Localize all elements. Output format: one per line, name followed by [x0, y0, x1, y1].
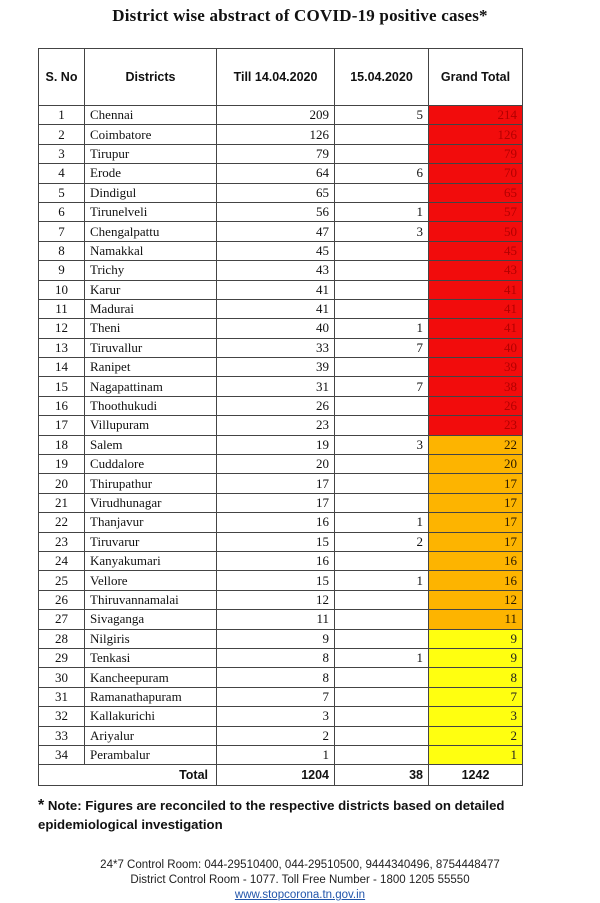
row-sno: 13: [39, 338, 85, 357]
table-row: [39, 707, 523, 726]
row-district: Theni: [85, 319, 217, 338]
row-grand-total: 79: [429, 144, 523, 163]
table-row: [39, 416, 523, 435]
row-day: [335, 474, 429, 493]
row-day: 3: [335, 222, 429, 241]
table-row: [39, 610, 523, 629]
row-day: [335, 299, 429, 318]
row-till: 43: [217, 261, 335, 280]
row-sno: 17: [39, 416, 85, 435]
header-till: Till 14.04.2020: [217, 49, 335, 106]
row-day: [335, 125, 429, 144]
toll-free-line: District Control Room - 1077. Toll Free Number - 1800 1205 55550: [130, 874, 470, 886]
row-grand-total: 38: [429, 377, 523, 396]
table-row: [39, 164, 523, 183]
table-row: [39, 474, 523, 493]
row-till: 31: [217, 377, 335, 396]
row-district: Coimbatore: [85, 125, 217, 144]
row-district: Tiruvarur: [85, 532, 217, 551]
row-till: 40: [217, 319, 335, 338]
row-grand-total: 26: [429, 396, 523, 415]
row-sno: 5: [39, 183, 85, 202]
table-row: [39, 455, 523, 474]
row-grand-total: 65: [429, 183, 523, 202]
row-district: Thanjavur: [85, 513, 217, 532]
row-sno: 2: [39, 125, 85, 144]
row-day: 7: [335, 377, 429, 396]
row-till: 41: [217, 280, 335, 299]
row-district: Tirunelveli: [85, 202, 217, 221]
row-district: Chengalpattu: [85, 222, 217, 241]
row-day: [335, 707, 429, 726]
table-row: [39, 144, 523, 163]
table-row: [39, 435, 523, 454]
row-sno: 34: [39, 745, 85, 764]
row-grand-total: 16: [429, 571, 523, 590]
row-till: 56: [217, 202, 335, 221]
row-sno: 19: [39, 455, 85, 474]
row-sno: 26: [39, 590, 85, 609]
row-sno: 11: [39, 299, 85, 318]
row-till: 7: [217, 687, 335, 706]
row-district: Tirupur: [85, 144, 217, 163]
total-grand: 1242: [429, 765, 523, 786]
row-day: [335, 261, 429, 280]
row-till: 45: [217, 241, 335, 260]
row-till: 15: [217, 571, 335, 590]
row-day: [335, 455, 429, 474]
row-sno: 12: [39, 319, 85, 338]
footnote-star: *: [38, 797, 45, 814]
row-district: Salem: [85, 435, 217, 454]
row-district: Kallakurichi: [85, 707, 217, 726]
total-row: [39, 765, 523, 786]
row-sno: 21: [39, 493, 85, 512]
row-day: [335, 551, 429, 570]
table-row: [39, 571, 523, 590]
row-sno: 33: [39, 726, 85, 745]
row-sno: 16: [39, 396, 85, 415]
row-day: [335, 590, 429, 609]
row-district: Thoothukudi: [85, 396, 217, 415]
row-till: 23: [217, 416, 335, 435]
row-sno: 25: [39, 571, 85, 590]
row-district: Tiruvallur: [85, 338, 217, 357]
row-district: Vellore: [85, 571, 217, 590]
row-till: 126: [217, 125, 335, 144]
row-district: Erode: [85, 164, 217, 183]
row-till: 16: [217, 513, 335, 532]
row-sno: 14: [39, 358, 85, 377]
row-grand-total: 8: [429, 668, 523, 687]
row-till: 26: [217, 396, 335, 415]
row-day: [335, 668, 429, 687]
row-till: 8: [217, 668, 335, 687]
row-grand-total: 39: [429, 358, 523, 377]
header-district: Districts: [85, 49, 217, 106]
row-sno: 6: [39, 202, 85, 221]
row-day: [335, 629, 429, 648]
table-row: [39, 202, 523, 221]
row-till: 47: [217, 222, 335, 241]
row-till: 33: [217, 338, 335, 357]
table-row: [39, 687, 523, 706]
row-till: 3: [217, 707, 335, 726]
row-sno: 22: [39, 513, 85, 532]
row-day: [335, 687, 429, 706]
row-district: Ramanathapuram: [85, 687, 217, 706]
row-sno: 31: [39, 687, 85, 706]
row-day: 1: [335, 513, 429, 532]
row-till: 64: [217, 164, 335, 183]
row-till: 39: [217, 358, 335, 377]
row-grand-total: 40: [429, 338, 523, 357]
row-district: Tenkasi: [85, 648, 217, 667]
row-day: 1: [335, 202, 429, 221]
row-sno: 18: [39, 435, 85, 454]
row-district: Ranipet: [85, 358, 217, 377]
row-grand-total: 70: [429, 164, 523, 183]
total-till: 1204: [217, 765, 335, 786]
table-row: [39, 338, 523, 357]
header-sno: S. No: [39, 49, 85, 106]
row-grand-total: 50: [429, 222, 523, 241]
row-day: 6: [335, 164, 429, 183]
table-row: [39, 668, 523, 687]
row-day: 1: [335, 571, 429, 590]
header-day: 15.04.2020: [335, 49, 429, 106]
row-district: Dindigul: [85, 183, 217, 202]
total-day: 38: [335, 765, 429, 786]
row-grand-total: 22: [429, 435, 523, 454]
row-district: Kanyakumari: [85, 551, 217, 570]
row-sno: 4: [39, 164, 85, 183]
row-district: Thiruvannamalai: [85, 590, 217, 609]
row-day: [335, 726, 429, 745]
row-sno: 10: [39, 280, 85, 299]
row-day: [335, 144, 429, 163]
row-till: 41: [217, 299, 335, 318]
row-till: 20: [217, 455, 335, 474]
row-district: Thirupathur: [85, 474, 217, 493]
table-row: [39, 377, 523, 396]
row-sno: 27: [39, 610, 85, 629]
row-grand-total: 126: [429, 125, 523, 144]
table-row: [39, 299, 523, 318]
row-district: Chennai: [85, 106, 217, 125]
row-grand-total: 17: [429, 493, 523, 512]
row-till: 15: [217, 532, 335, 551]
row-day: [335, 493, 429, 512]
table-row: [39, 261, 523, 280]
row-day: [335, 610, 429, 629]
row-grand-total: 9: [429, 648, 523, 667]
row-grand-total: 41: [429, 280, 523, 299]
row-sno: 23: [39, 532, 85, 551]
row-sno: 7: [39, 222, 85, 241]
row-day: 1: [335, 319, 429, 338]
table-row: [39, 125, 523, 144]
row-day: [335, 745, 429, 764]
row-district: Virudhunagar: [85, 493, 217, 512]
contact-footer: [0, 858, 600, 903]
row-grand-total: 23: [429, 416, 523, 435]
control-room-line: 24*7 Control Room: 044-29510400, 044-29510500, 9444340496, 8754448477: [100, 859, 500, 871]
row-till: 1: [217, 745, 335, 764]
row-day: [335, 280, 429, 299]
row-sno: 32: [39, 707, 85, 726]
row-district: Cuddalore: [85, 455, 217, 474]
table-row: [39, 629, 523, 648]
row-day: [335, 183, 429, 202]
row-sno: 20: [39, 474, 85, 493]
row-grand-total: 9: [429, 629, 523, 648]
row-grand-total: 214: [429, 106, 523, 125]
row-sno: 15: [39, 377, 85, 396]
row-till: 65: [217, 183, 335, 202]
district-cases-table: [38, 48, 523, 786]
row-day: 5: [335, 106, 429, 125]
row-district: Villupuram: [85, 416, 217, 435]
row-grand-total: 17: [429, 474, 523, 493]
row-till: 11: [217, 610, 335, 629]
row-sno: 1: [39, 106, 85, 125]
header-grand-total: Grand Total: [429, 49, 523, 106]
row-grand-total: 16: [429, 551, 523, 570]
footnote: [38, 796, 558, 834]
row-grand-total: 2: [429, 726, 523, 745]
row-district: Ariyalur: [85, 726, 217, 745]
table-row: [39, 745, 523, 764]
row-till: 209: [217, 106, 335, 125]
table-row: [39, 532, 523, 551]
table-row: [39, 222, 523, 241]
row-grand-total: 41: [429, 319, 523, 338]
row-grand-total: 41: [429, 299, 523, 318]
table-row: [39, 241, 523, 260]
row-day: 2: [335, 532, 429, 551]
row-till: 16: [217, 551, 335, 570]
row-day: [335, 396, 429, 415]
total-label: Total: [39, 765, 217, 786]
row-till: 8: [217, 648, 335, 667]
row-district: Nilgiris: [85, 629, 217, 648]
row-grand-total: 45: [429, 241, 523, 260]
page-title: District wise abstract of COVID-19 positive cases*: [112, 6, 488, 25]
table-row: [39, 648, 523, 667]
table-row: [39, 726, 523, 745]
row-sno: 30: [39, 668, 85, 687]
row-till: 19: [217, 435, 335, 454]
row-grand-total: 1: [429, 745, 523, 764]
row-day: [335, 358, 429, 377]
row-district: Kancheepuram: [85, 668, 217, 687]
row-grand-total: 43: [429, 261, 523, 280]
row-grand-total: 57: [429, 202, 523, 221]
table-body: [39, 106, 523, 765]
table-row: [39, 319, 523, 338]
row-district: Namakkal: [85, 241, 217, 260]
row-sno: 28: [39, 629, 85, 648]
row-sno: 3: [39, 144, 85, 163]
row-district: Karur: [85, 280, 217, 299]
row-till: 12: [217, 590, 335, 609]
row-grand-total: 11: [429, 610, 523, 629]
row-district: Nagapattinam: [85, 377, 217, 396]
row-grand-total: 12: [429, 590, 523, 609]
row-day: [335, 241, 429, 260]
row-till: 17: [217, 474, 335, 493]
table-row: [39, 590, 523, 609]
row-sno: 24: [39, 551, 85, 570]
website-link[interactable]: www.stopcorona.tn.gov.in: [234, 889, 366, 901]
row-grand-total: 17: [429, 532, 523, 551]
row-district: Sivaganga: [85, 610, 217, 629]
footnote-text: Note: Figures are reconciled to the respective districts based on detailed epidemiological investigation: [38, 798, 505, 832]
row-day: [335, 416, 429, 435]
row-grand-total: 17: [429, 513, 523, 532]
row-till: 17: [217, 493, 335, 512]
table-row: [39, 493, 523, 512]
row-grand-total: 20: [429, 455, 523, 474]
table-row: [39, 513, 523, 532]
row-grand-total: 3: [429, 707, 523, 726]
row-district: Perambalur: [85, 745, 217, 764]
row-grand-total: 7: [429, 687, 523, 706]
row-day: 1: [335, 648, 429, 667]
row-district: Madurai: [85, 299, 217, 318]
row-till: 79: [217, 144, 335, 163]
table-row: [39, 183, 523, 202]
row-district: Trichy: [85, 261, 217, 280]
table-row: [39, 551, 523, 570]
row-sno: 8: [39, 241, 85, 260]
row-till: 9: [217, 629, 335, 648]
row-day: 3: [335, 435, 429, 454]
table-row: [39, 396, 523, 415]
table-row: [39, 280, 523, 299]
table-row: [39, 358, 523, 377]
row-sno: 29: [39, 648, 85, 667]
row-till: 2: [217, 726, 335, 745]
table-header-row: [39, 49, 523, 106]
row-sno: 9: [39, 261, 85, 280]
row-day: 7: [335, 338, 429, 357]
table-row: [39, 106, 523, 125]
